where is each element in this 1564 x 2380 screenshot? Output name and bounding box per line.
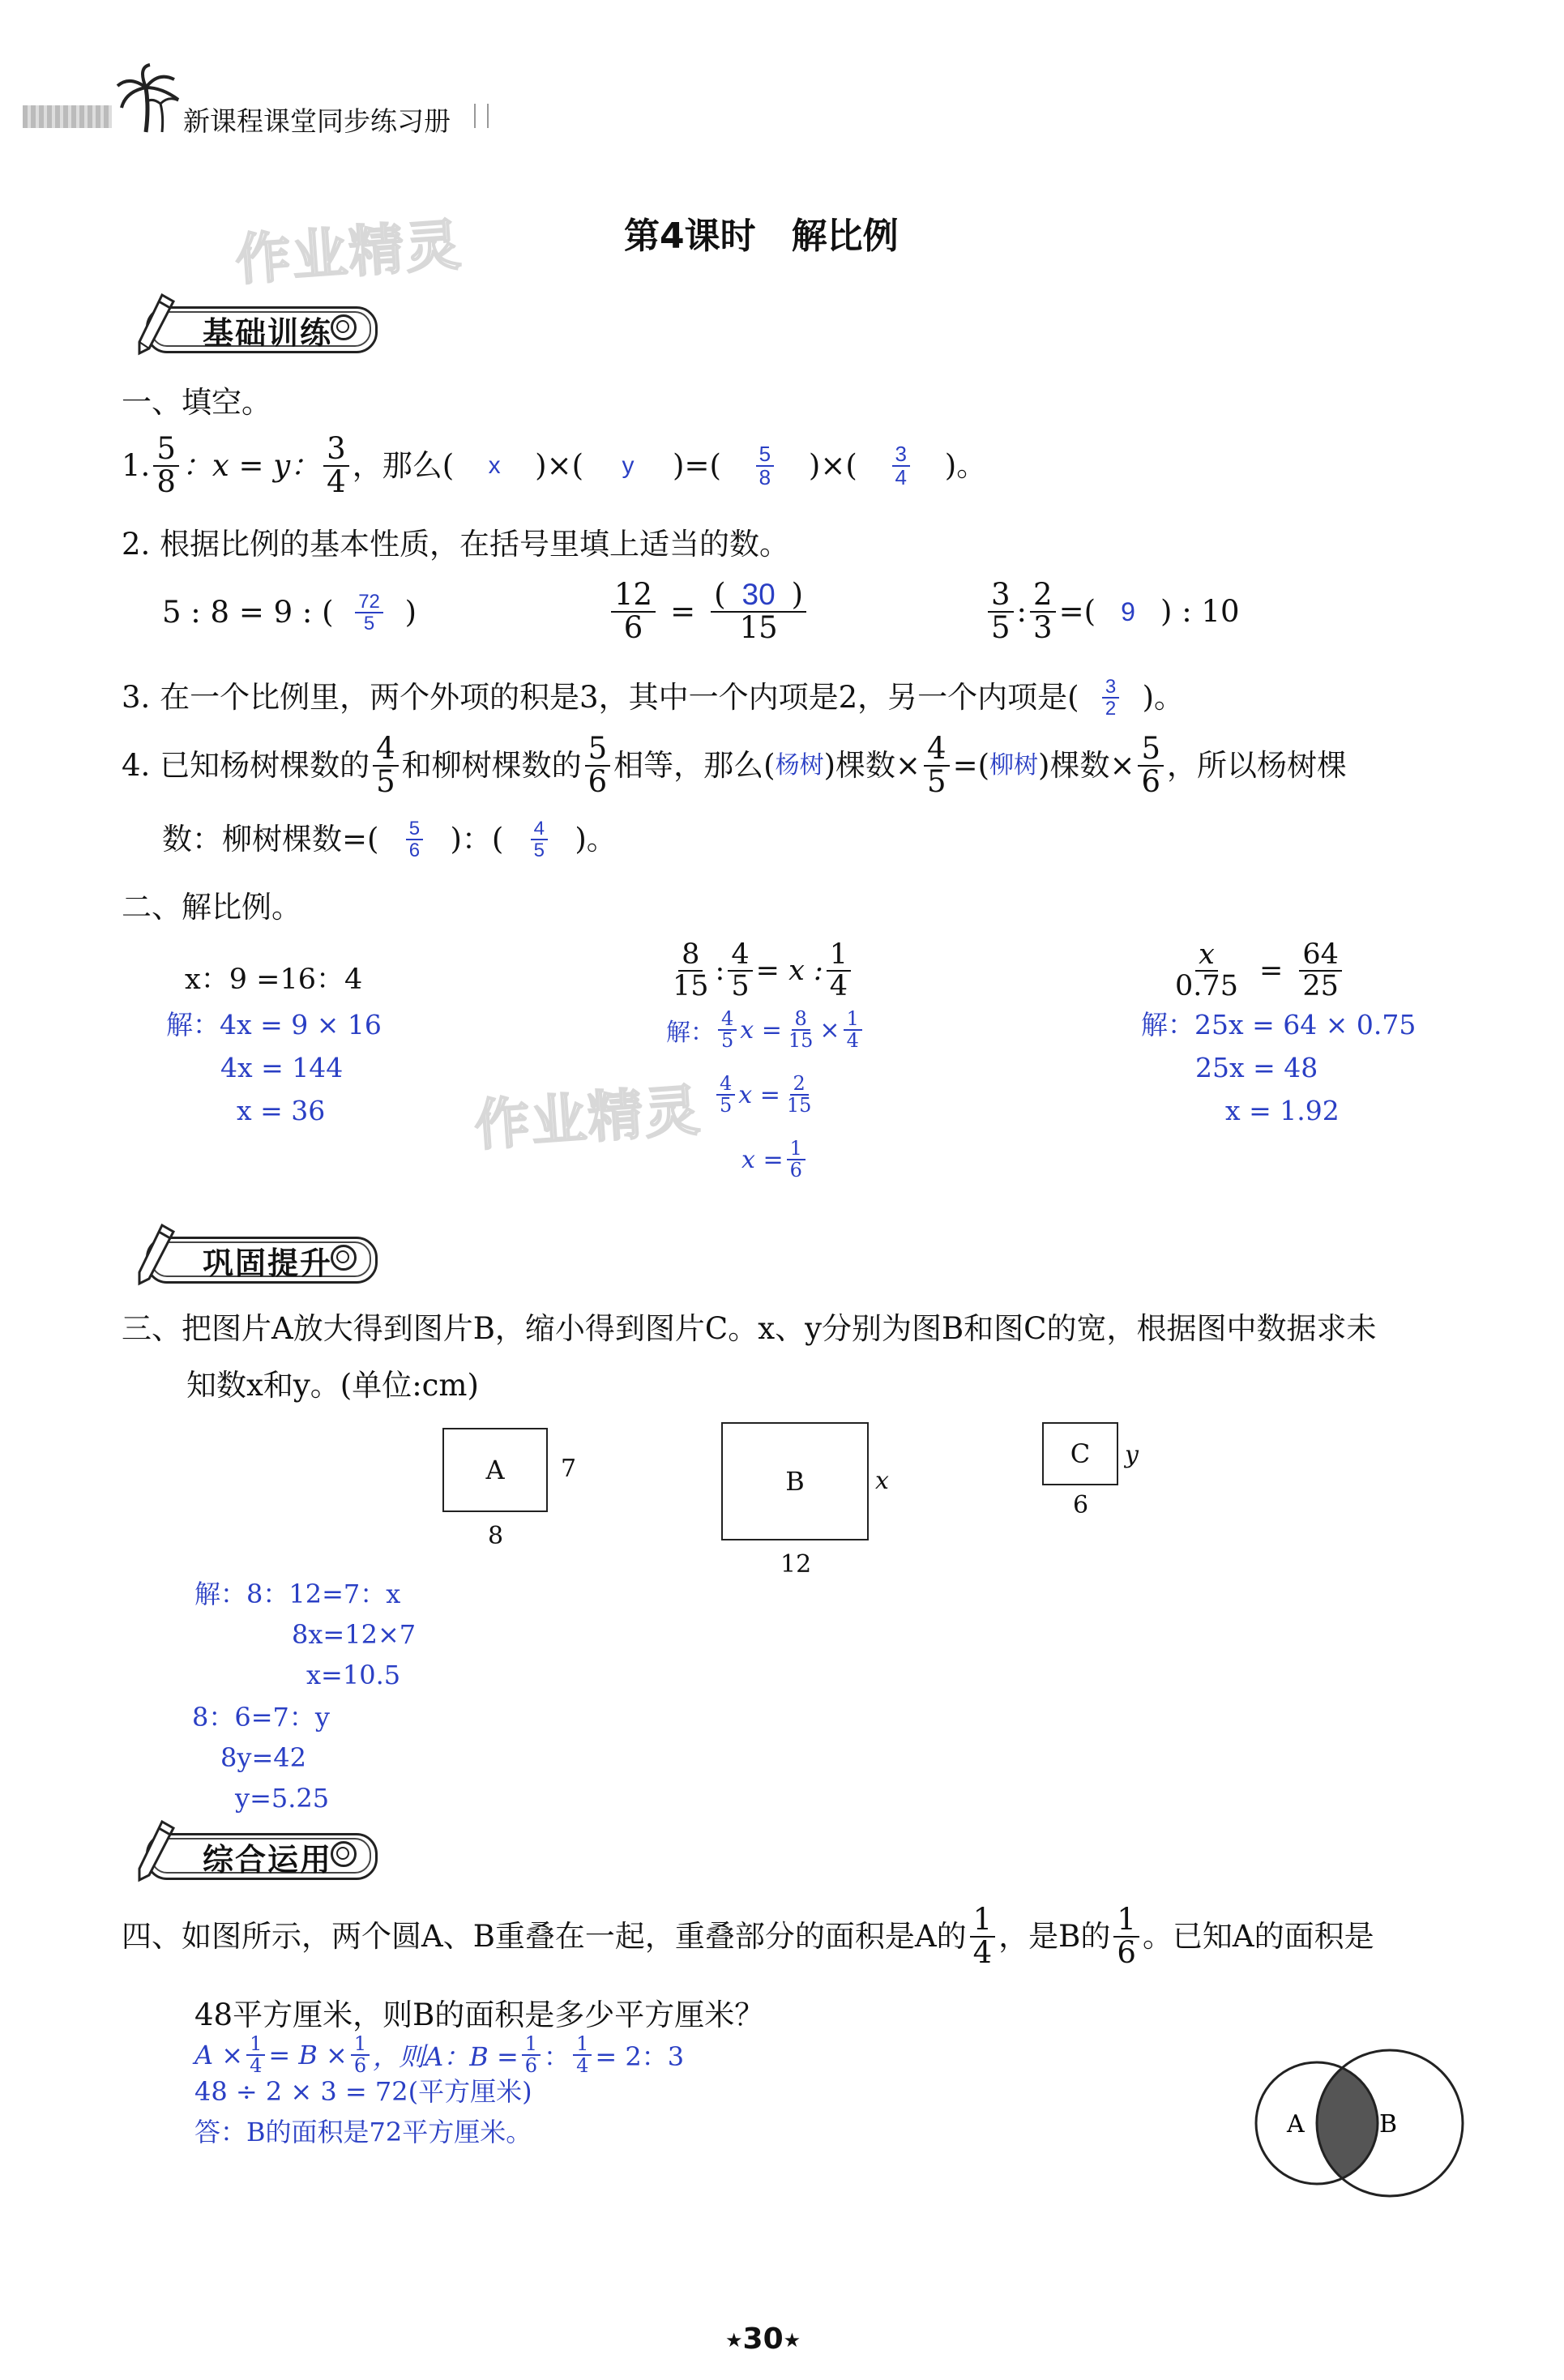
circle-a-label: A	[1287, 2110, 1305, 2139]
solution-3-step1: 解：25x = 64 × 0.75	[1141, 1009, 1417, 1040]
part3-line2: 知数x和y。(单位:cm)	[186, 1368, 479, 1403]
text: A ×	[194, 2040, 244, 2071]
solution-3-step3: x = 1.92	[1225, 1095, 1340, 1126]
text: 4. 已知杨树棵数的	[122, 747, 370, 783]
text: ，则A：B =	[373, 2041, 519, 2073]
fraction-den: 4	[327, 464, 346, 499]
part1-title: 一、填空。	[122, 385, 271, 420]
times: ×	[819, 1015, 840, 1045]
text: ，那么(	[352, 447, 455, 483]
fraction-num: x	[1195, 940, 1218, 972]
section-label: 综合运用	[203, 1842, 333, 1878]
question-2: 2. 根据比例的基本性质，在括号里填上适当的数。	[122, 527, 790, 562]
text: )。	[575, 821, 617, 857]
part4-solution-3: 答：B的面积是72平方厘米。	[194, 2117, 532, 2147]
text: )棵数×	[1038, 747, 1135, 783]
colon: :	[715, 954, 725, 987]
text: )×(	[808, 447, 857, 483]
fraction-den: 6	[588, 763, 608, 799]
text: 和柳树棵数的	[401, 747, 582, 783]
text: ，是B的	[998, 1918, 1111, 1954]
text: )。	[944, 447, 987, 483]
series-title: 新课程课堂同步练习册	[183, 105, 451, 137]
answer-den: 2	[1105, 698, 1117, 720]
text: 相等，那么(	[613, 747, 776, 783]
answer-num: 5	[406, 818, 423, 840]
answer: 杨树	[775, 751, 824, 779]
figure-label: A	[485, 1455, 505, 1485]
fraction-den: 6	[524, 2054, 538, 2078]
text: 解：	[666, 1019, 715, 1048]
solution-2-step1	[666, 1009, 865, 1051]
text: 3. 在一个比例里，两个外项的积是3，其中一个内项是2，另一个内项是(	[122, 679, 1079, 715]
equals: =	[670, 593, 696, 629]
fraction-num: 1	[573, 2034, 592, 2056]
answer-num: 4	[531, 818, 548, 840]
figure-label: C	[1070, 1438, 1091, 1469]
text: 5 : 8 = 9 : (	[162, 594, 334, 630]
watermark: 作业精灵	[233, 213, 464, 293]
part3-solution-2: 8x=12×7	[292, 1619, 417, 1650]
fraction-den: 6	[353, 2054, 367, 2078]
fraction-den: 4	[576, 2054, 589, 2078]
solution-2-step2	[713, 1074, 818, 1116]
answer-den: 5	[363, 613, 375, 635]
part3-solution-6: y=5.25	[235, 1783, 330, 1814]
fraction-num: 5	[585, 733, 611, 767]
fraction-den: 5	[991, 609, 1011, 645]
fraction-num: 3	[323, 434, 349, 467]
problem-3	[1167, 940, 1345, 1002]
text: 数：柳树棵数=(	[162, 821, 379, 857]
fraction-den: 3	[1033, 609, 1053, 645]
text: x =	[738, 1080, 780, 1109]
fraction-num: 2	[1030, 579, 1056, 613]
part3-solution-1: 解：8：12=7：x	[194, 1579, 401, 1609]
text: )：(	[450, 821, 504, 857]
text: =(	[952, 747, 990, 783]
answer: 柳树	[989, 751, 1039, 779]
fraction-den: 4	[250, 2054, 263, 2078]
text: ，所以杨树棵	[1167, 747, 1348, 783]
part3-solution-4: 8：6=7：y	[192, 1702, 330, 1733]
fraction-den: 6	[623, 609, 643, 645]
fraction-den: 5	[721, 1029, 734, 1053]
fraction-num: 5	[1138, 733, 1164, 767]
fraction-num: 4	[373, 733, 399, 767]
fraction-num: 5	[153, 434, 179, 467]
fraction-den: 4	[846, 1029, 859, 1053]
pencil-icon	[130, 1222, 178, 1287]
fraction-den: 15	[788, 1029, 814, 1053]
part4-solution-1	[194, 2034, 684, 2076]
question-4-line2	[162, 818, 617, 861]
colon: :	[1016, 593, 1028, 629]
figure-a-bottom: 8	[488, 1522, 504, 1550]
section-banner-comprehensive	[122, 1828, 389, 1882]
figure-b	[721, 1422, 869, 1540]
figure-b-bottom: 12	[780, 1550, 812, 1579]
section-banner-basic	[122, 301, 389, 355]
figure-c	[1042, 1422, 1118, 1485]
fraction-den: 5	[376, 763, 395, 799]
answer-num: 3	[892, 443, 910, 467]
fraction-num: 8	[678, 940, 703, 972]
text: )。	[1142, 679, 1185, 715]
answer: 9	[1121, 596, 1135, 626]
part4-line1	[122, 1904, 1374, 1969]
solution-2-step3	[741, 1139, 809, 1181]
fraction-den: 15	[786, 1094, 812, 1117]
answer: 30	[741, 578, 776, 611]
fraction-den: 25	[1302, 969, 1339, 1002]
figure-b-side: x	[875, 1467, 889, 1495]
fraction-den: 4	[829, 969, 848, 1002]
question-1	[122, 431, 987, 499]
solution-1-step2: 4x = 144	[220, 1052, 344, 1083]
figure-a-side: 7	[561, 1455, 577, 1483]
fraction-num: 4	[716, 1074, 735, 1096]
fraction-num: 64	[1299, 940, 1342, 972]
part2-title: 二、解比例。	[122, 890, 301, 925]
fraction-num: 2	[790, 1074, 809, 1096]
fraction-num: 1	[1113, 1904, 1139, 1938]
solution-3-step2: 25x = 48	[1195, 1052, 1318, 1083]
equals: =	[1259, 954, 1284, 987]
fraction-den: 6	[1117, 1934, 1136, 1970]
ratio-text: ：x = y：	[182, 447, 321, 483]
fraction-den: 15	[739, 609, 778, 645]
fraction-den: 6	[1141, 763, 1161, 799]
fraction-den: 5	[927, 763, 947, 799]
text: ：	[544, 2041, 570, 2073]
figure-c-bottom: 6	[1073, 1491, 1089, 1519]
figure-c-side: y	[1125, 1441, 1139, 1469]
text: 四、如图所示，两个圆A、B重叠在一起，重叠部分的面积是A的	[122, 1918, 967, 1954]
fraction-num: 1	[827, 940, 851, 972]
lesson-title: 第4课时 解比例	[624, 216, 899, 257]
answer-den: 5	[533, 840, 545, 862]
text: )	[404, 594, 417, 630]
fraction-num: 12	[611, 579, 656, 613]
answer-den: 4	[895, 464, 907, 489]
fraction-num: 3	[988, 579, 1014, 613]
question-2b: $\frac{12}{6}$ = ( 30 ) 15	[608, 579, 810, 644]
answer-den: 6	[408, 840, 421, 862]
fraction-den: 15	[673, 969, 709, 1002]
part3-line1: 三、把图片A放大得到图片B，缩小得到图片C。x、y分别为图B和图C的宽，根据图中数据求未	[122, 1311, 1377, 1346]
text: = B ×	[268, 2040, 348, 2071]
watermark: 作业精灵	[472, 1079, 703, 1159]
star-icon: ★	[783, 2329, 801, 2352]
section-label: 基础训练	[203, 315, 333, 351]
text: )×(	[535, 447, 584, 483]
text: x =	[740, 1015, 782, 1045]
fraction-num: 1	[787, 1139, 806, 1160]
text: ) : 10	[1160, 593, 1240, 629]
fraction-num: 1	[351, 2034, 370, 2056]
answer: y	[622, 451, 635, 479]
answer-num: 3	[1102, 677, 1119, 699]
fraction-num: 8	[792, 1009, 810, 1031]
fraction-den: 4	[972, 1934, 993, 1970]
pencil-icon	[130, 292, 178, 357]
venn-diagram	[1248, 2046, 1467, 2200]
figure-label: B	[785, 1466, 805, 1497]
page-number	[725, 2322, 801, 2356]
palm-tree-icon	[113, 63, 186, 136]
answer-den: 8	[758, 464, 771, 489]
part3-solution-3: x=10.5	[306, 1660, 401, 1690]
answer: x	[488, 451, 501, 479]
fraction-num: 4	[924, 733, 950, 767]
problem-1: x：9 =16：4	[185, 964, 363, 996]
text: x =	[741, 1145, 784, 1174]
header-divider	[474, 104, 489, 128]
text: = 2：3	[595, 2041, 685, 2073]
answer-num: 5	[756, 443, 774, 467]
text: = x :	[755, 954, 823, 987]
pencil-icon	[130, 1818, 178, 1883]
part4-line2: 48平方厘米，则B的面积是多少平方厘米？	[194, 1998, 765, 2032]
fraction-den: 0.75	[1175, 969, 1238, 1002]
star-icon: ★	[725, 2329, 743, 2352]
question-4	[122, 733, 1347, 798]
section-label: 巩固提升	[203, 1246, 333, 1281]
part4-solution-2: 48 ÷ 2 × 3 = 72(平方厘米)	[194, 2076, 532, 2107]
header-bar	[23, 105, 112, 128]
fraction-num: 1	[522, 2034, 541, 2056]
fraction-num: 4	[728, 940, 752, 972]
fraction-den: 5	[731, 969, 750, 1002]
solution-1-step1: 解：4x = 9 × 16	[166, 1009, 382, 1040]
fraction-den: 5	[720, 1094, 733, 1117]
fraction-den: 8	[156, 464, 176, 499]
answer-num: 72	[355, 592, 383, 613]
question-2a	[162, 592, 417, 634]
fraction-num: 1	[844, 1009, 862, 1031]
text: =(	[1058, 593, 1096, 629]
solution-1-step3: x = 36	[237, 1095, 326, 1126]
part3-solution-5: 8y=42	[220, 1742, 306, 1773]
section-banner-consolidate	[122, 1232, 389, 1285]
fraction-num: 1	[246, 2034, 265, 2056]
fraction-num: 4	[718, 1009, 737, 1031]
question-2c	[985, 579, 1240, 644]
text: )棵数×	[823, 747, 921, 783]
q-num: 1.	[122, 447, 151, 483]
circle-b-label: B	[1379, 2110, 1398, 2139]
problem-2	[666, 940, 854, 1002]
fraction-den: 6	[789, 1159, 802, 1182]
fraction-num: 1	[970, 1904, 996, 1938]
text: 。已知A的面积是	[1142, 1918, 1374, 1954]
text: )=(	[673, 447, 721, 483]
figure-a	[442, 1428, 548, 1512]
question-3	[122, 677, 1184, 719]
page-number-value: 30	[742, 2322, 784, 2356]
